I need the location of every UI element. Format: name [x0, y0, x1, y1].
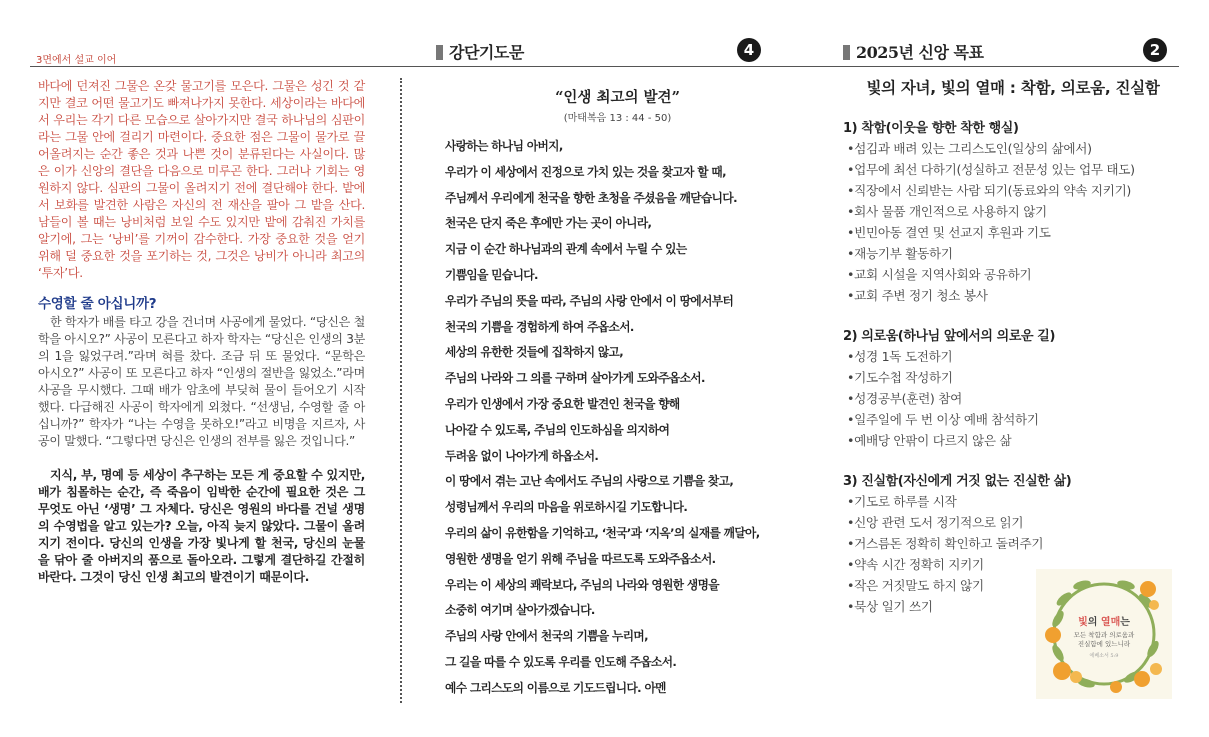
right-section-header — [843, 40, 983, 63]
goal-item: •신앙 관련 도서 정기적으로 읽기 — [847, 515, 1024, 530]
goals-title: 빛의 자녀, 빛의 열매 : 착함, 의로움, 진실함 — [866, 79, 1160, 97]
goal-item: •성경 1독 도전하기 — [847, 349, 953, 364]
prayer-line: 예수 그리스도의 이름으로 기도드립니다. 아멘 — [445, 680, 666, 695]
goal-section-heading: 3) 진실함(자신에게 거짓 없는 진실한 삶) — [843, 474, 1072, 489]
wreath-verse-line2: 모든 착함과 의로움과 — [1073, 631, 1135, 639]
prayer-line: 주님께서 우리에게 천국을 향한 초청을 주셨음을 깨닫습니다. — [445, 190, 737, 205]
sermon-red-paragraph: 바다에 던져진 그물은 온갖 물고기를 모은다. 그물은 성긴 것 같지만 결코 어떤 물고기도 빠져나가지 못한다. 세상이라는 바다에서 우리는 각기 다른 모습으로 살아가지만 결국 하나님의 심판이라는 그물 안에 걸리기 마련이다. 중요한 점은 그물이 물가로 끌어올려지는 순간 좋은 것과 나쁜 것이 분류된다는 사실이다. 많은 이가 신앙의 결단을 다음으로 미루곤 한다. 그러나 기회는 영원하지 않다. 심판의 그물이 올려지기 전에 결단해야 한다. 밭에서 보화를 발견한 사람은 자신의 전 재산을 팔아 그 밭을 산다. 남들이 볼 때는 낭비처럼 보일 수도 있지만 밭에 감춰진 가치를 알기에, 그는 ‘낭비’를 기꺼이 감수한다. 가장 중요한 것을 얻기 위해 덜 중요한 것을 포기하는 것, 그것은 낭비가 아니라 최고의 ‘투자’다. — [38, 79, 365, 280]
wreath-word-fruit: 열매 — [1100, 617, 1121, 628]
goal-item: •약속 시간 정확히 지키기 — [847, 557, 984, 572]
goal-item: •교회 시설을 지역사회와 공유하기 — [847, 267, 1032, 282]
prayer-body — [445, 134, 790, 702]
fruit-wreath-illustration — [1036, 569, 1172, 699]
header-rule — [30, 66, 1179, 67]
prayer-line: 사랑하는 하나님 아버지, — [445, 139, 563, 153]
goal-item: •회사 물품 개인적으로 사용하지 않기 — [847, 204, 1047, 219]
mid-section-title: 강단기도문 — [449, 43, 524, 62]
sermon-closing-paragraph: 지식, 부, 명예 등 세상이 추구하는 모든 게 중요할 수 있지만, 배가 침몰하는 순간, 즉 죽음이 임박한 순간에 필요한 것은 그 무엇도 아닌 ‘생명’ 그 자체다. 당신은 영원의 바다를 건널 생명의 수영법을 알고 있는가? 오늘, 아직 늦지 않았다. 그물이 올려지기 전이다. 당신의 인생을 가장 빛나게 할 천국, 당신의 눈물을 닦아 줄 아버지의 품으로 돌아오라. 그렇게 결단하길 간절히 바란다. 그것이 당신 인생 최고의 발견이기 때문이다. — [38, 468, 365, 584]
right-section-title: 2025년 신앙 목표 — [856, 43, 984, 62]
mid-page-number: 4 — [737, 38, 761, 62]
sermon-column — [38, 78, 365, 586]
prayer-title: “인생 최고의 발견” — [555, 89, 680, 106]
right-page-number: 2 — [1143, 38, 1167, 62]
wreath-verse — [1054, 613, 1154, 659]
prayer-line: 세상의 유한한 것들에 집착하지 않고, — [445, 345, 624, 360]
section-bar-icon — [436, 45, 443, 60]
prayer-column — [445, 86, 790, 702]
wreath-verse-line3: 진실함에 있느니라 — [1077, 640, 1131, 648]
prayer-line: 소중히 여기며 살아가겠습니다. — [445, 603, 595, 618]
goals-column — [843, 72, 1183, 617]
column-divider — [400, 78, 402, 703]
prayer-line: 두려움 없이 나아가게 하옵소서. — [445, 448, 599, 463]
prayer-line: 우리는 이 세상의 쾌락보다, 주님의 나라와 영원한 생명을 — [445, 577, 719, 592]
goal-item: •묵상 일기 쓰기 — [847, 599, 933, 614]
goal-item: •직장에서 신뢰받는 사람 되기(동료와의 약속 지키기) — [847, 183, 1132, 198]
prayer-line: 나아갈 수 있도록, 주님의 인도하심을 의지하여 — [445, 422, 670, 437]
prayer-line: 이 땅에서 겪는 고난 속에서도 주님의 사랑으로 기쁨을 찾고, — [445, 474, 734, 489]
goal-item: •일주일에 두 번 이상 예배 참석하기 — [847, 412, 1039, 427]
prayer-line: 우리가 이 세상에서 진정으로 가치 있는 것을 찾고자 할 때, — [445, 164, 726, 179]
wreath-word-light: 빛 — [1078, 617, 1088, 628]
wreath-verse-line1 — [1054, 613, 1154, 628]
goal-item: •업무에 최선 다하기(성실하고 전문성 있는 업무 태도) — [847, 162, 1135, 177]
goal-item: •기도수첩 작성하기 — [847, 370, 953, 385]
prayer-line: 우리가 주님의 뜻을 따라, 주님의 사랑 안에서 이 땅에서부터 — [445, 293, 734, 308]
sermon-story-paragraph: 한 학자가 배를 타고 강을 건너며 사공에게 물었다. “당신은 철학을 아시오?” 사공이 모른다고 하자 학자는 “당신은 인생의 3분의 1을 잃었구려.”라며 혀를 찼다. 조금 뒤 또 물었다. “문학은 아시오?” 사공이 또 모른다고 하자 “인생의 절반을 잃었소.”라며 사공을 무시했다. 그때 배가 암초에 부딪혀 물이 들어오기 시작했다. 다급해진 사공이 학자에게 외쳤다. “선생님, 수영할 줄 아십니까?” 학자가 “나는 수영을 못하오!”라고 비명을 지르자, 사공이 말했다. “그렇다면 당신은 인생의 전부를 잃은 것입니다.” — [38, 315, 365, 448]
prayer-line: 주님의 사랑 안에서 천국의 기쁨을 누리며, — [445, 629, 648, 644]
wreath-particle: 의 — [1087, 617, 1101, 628]
prayer-line: 주님의 나라와 그 의를 구하며 살아가게 도와주옵소서. — [445, 371, 705, 386]
goal-item: •빈민아동 결연 및 선교지 후원과 기도 — [847, 225, 1051, 240]
goal-item: •작은 거짓말도 하지 않기 — [847, 578, 984, 593]
prayer-line: 영원한 생명을 얻기 위해 주님을 따르도록 도와주옵소서. — [445, 551, 716, 566]
goal-item: •거스름돈 정확히 확인하고 돌려주기 — [847, 536, 1044, 551]
prayer-line: 우리가 인생에서 가장 중요한 발견인 천국을 향해 — [445, 396, 680, 411]
prayer-reference: (마태복음 13 : 44 - 50) — [563, 113, 672, 124]
goal-item: •섬김과 배려 있는 그리스도인(일상의 삶에서) — [847, 141, 1092, 156]
prayer-line: 천국의 기쁨을 경험하게 하여 주옵소서. — [445, 319, 634, 334]
wreath-verse-ref: 에베소서 5:9 — [1089, 653, 1119, 659]
prayer-line: 기쁨임을 믿습니다. — [445, 267, 538, 282]
prayer-line: 성령님께서 우리의 마음을 위로하시길 기도합니다. — [445, 500, 688, 515]
sermon-subheading: 수영할 줄 아십니까? — [38, 296, 157, 312]
goal-item: •재능기부 활동하기 — [847, 246, 953, 261]
goal-item: •기도로 하루를 시작 — [847, 494, 957, 509]
continued-label: 3면에서 설교 이어 — [36, 55, 117, 66]
section-bar-icon — [843, 45, 850, 60]
goal-item: •예배당 안팎이 다르지 않은 삶 — [847, 433, 1012, 448]
goal-section-heading: 1) 착함(이웃을 향한 착한 행실) — [843, 121, 1019, 136]
goal-section-heading: 2) 의로움(하나님 앞에서의 의로운 길) — [843, 329, 1055, 344]
prayer-line: 우리의 삶이 유한함을 기억하고, ‘천국’과 ‘지옥’의 실재를 깨달아, — [445, 525, 760, 540]
wreath-particle: 는 — [1120, 617, 1130, 628]
prayer-line: 천국은 단지 죽은 후에만 가는 곳이 아니라, — [445, 216, 652, 231]
goal-item: •교회 주변 정기 청소 봉사 — [847, 288, 988, 303]
prayer-line: 그 길을 따를 수 있도록 우리를 인도해 주옵소서. — [445, 654, 677, 669]
goal-item: •성경공부(훈련) 참여 — [847, 391, 962, 406]
mid-section-header — [436, 40, 524, 63]
prayer-line: 지금 이 순간 하나님과의 관계 속에서 누릴 수 있는 — [445, 242, 687, 257]
